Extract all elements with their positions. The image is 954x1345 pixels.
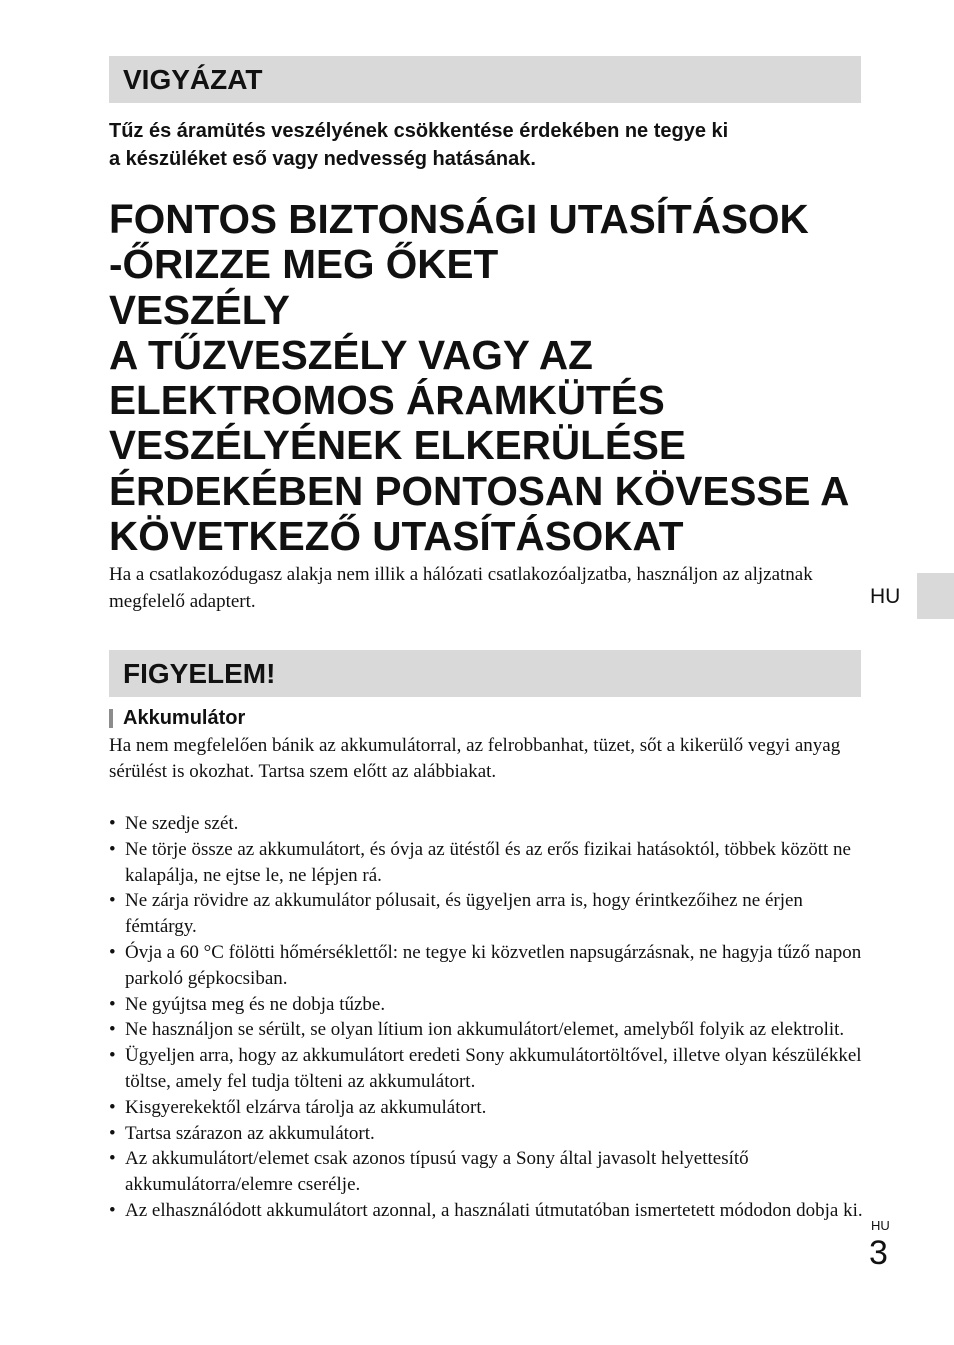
language-side-tab — [917, 573, 954, 619]
list-item: • Az akkumulátort/elemet csak azonos típusú vagy a Sony által javasolt helyettesítő akkumulátorra/elemre cserélje. — [109, 1146, 869, 1198]
list-item: • Ne törje össze az akkumulátort, és óvja az ütéstől és az erős fizikai hatásoktól, többek között ne kalapálja, ne ejtse le, ne lépjen rá. — [109, 837, 869, 889]
list-item: • Az elhasználódott akkumulátort azonnal, a használati útmutatóban ismertetett módodon dobja ki. — [109, 1198, 869, 1224]
heading-line: ELEKTROMOS ÁRAMKÜTÉS — [109, 377, 665, 424]
battery-subheading-text: Akkumulátor — [123, 707, 246, 729]
list-item: • Kisgyerekektől elzárva tárolja az akkumulátort. — [109, 1095, 869, 1121]
heading-line: A TŰZVESZÉLY VAGY AZ — [109, 331, 593, 378]
list-item: • Óvja a 60 °C fölötti hőmérséklettől: ne tegye ki közvetlen napsugárzásnak, ne hagyja tűző napon parkoló gépkocsiban. — [109, 940, 869, 992]
battery-subheading — [109, 706, 245, 730]
heading-line: VESZÉLY — [109, 286, 290, 333]
list-item: • Ügyeljen arra, hogy az akkumulátort eredeti Sony akkumulátortöltővel, illetve olyan készülékkel töltse, amely fel tudja tölteni az akkumulátort. — [109, 1043, 869, 1095]
heading-line: KÖVETKEZŐ UTASÍTÁSOKAT — [109, 513, 684, 560]
subheading-marker — [109, 709, 113, 728]
list-item: • Ne zárja rövidre az akkumulátor pólusait, és ügyeljen arra is, hogy érintkezőihez ne érjen fémtárgy. — [109, 888, 869, 940]
heading-line: VESZÉLYÉNEK ELKERÜLÉSE — [109, 422, 686, 469]
page-language-code: HU — [871, 1218, 890, 1233]
section-title-caution: VIGYÁZAT — [109, 56, 861, 103]
page-number: 3 — [869, 1234, 888, 1272]
plug-adapter-note: Ha a csatlakozódugasz alakja nem illik a hálózati csatlakozóaljzatba, használjon az aljzatnak megfelelő adaptert. — [109, 564, 813, 612]
list-item: • Ne szedje szét. — [109, 811, 869, 837]
heading-line: ÉRDEKÉBEN PONTOSAN KÖVESSE A — [109, 467, 850, 514]
language-side-label: HU — [870, 585, 901, 608]
important-safety-heading — [109, 197, 909, 559]
warning-line-1: Tűz és áramütés veszélyének csökkentése érdekében ne tegye ki — [109, 120, 729, 142]
list-item: • Ne gyújtsa meg és ne dobja tűzbe. — [109, 992, 869, 1018]
list-item: • Ne használjon se sérült, se olyan lítium ion akkumulátort/elemet, amelyből folyik az elektrolit. — [109, 1017, 869, 1043]
list-item: • Tartsa szárazon az akkumulátort. — [109, 1121, 869, 1147]
battery-precautions-list — [109, 811, 869, 1224]
section-title-attention: FIGYELEM! — [109, 650, 861, 697]
battery-intro: Ha nem megfelelően bánik az akkumulátorral, az felrobbanhat, tüzet, sőt a kikerülő vegyi anyag sérülést is okozhat. Tartsa szem előtt az alábbiakat. — [109, 735, 841, 782]
fire-shock-warning — [109, 117, 869, 173]
heading-line: -ŐRIZZE MEG ŐKET — [109, 241, 499, 288]
heading-line: FONTOS BIZTONSÁGI UTASÍTÁSOK — [109, 196, 809, 242]
warning-line-2: a készüléket eső vagy nedvesség hatásának. — [109, 148, 536, 170]
